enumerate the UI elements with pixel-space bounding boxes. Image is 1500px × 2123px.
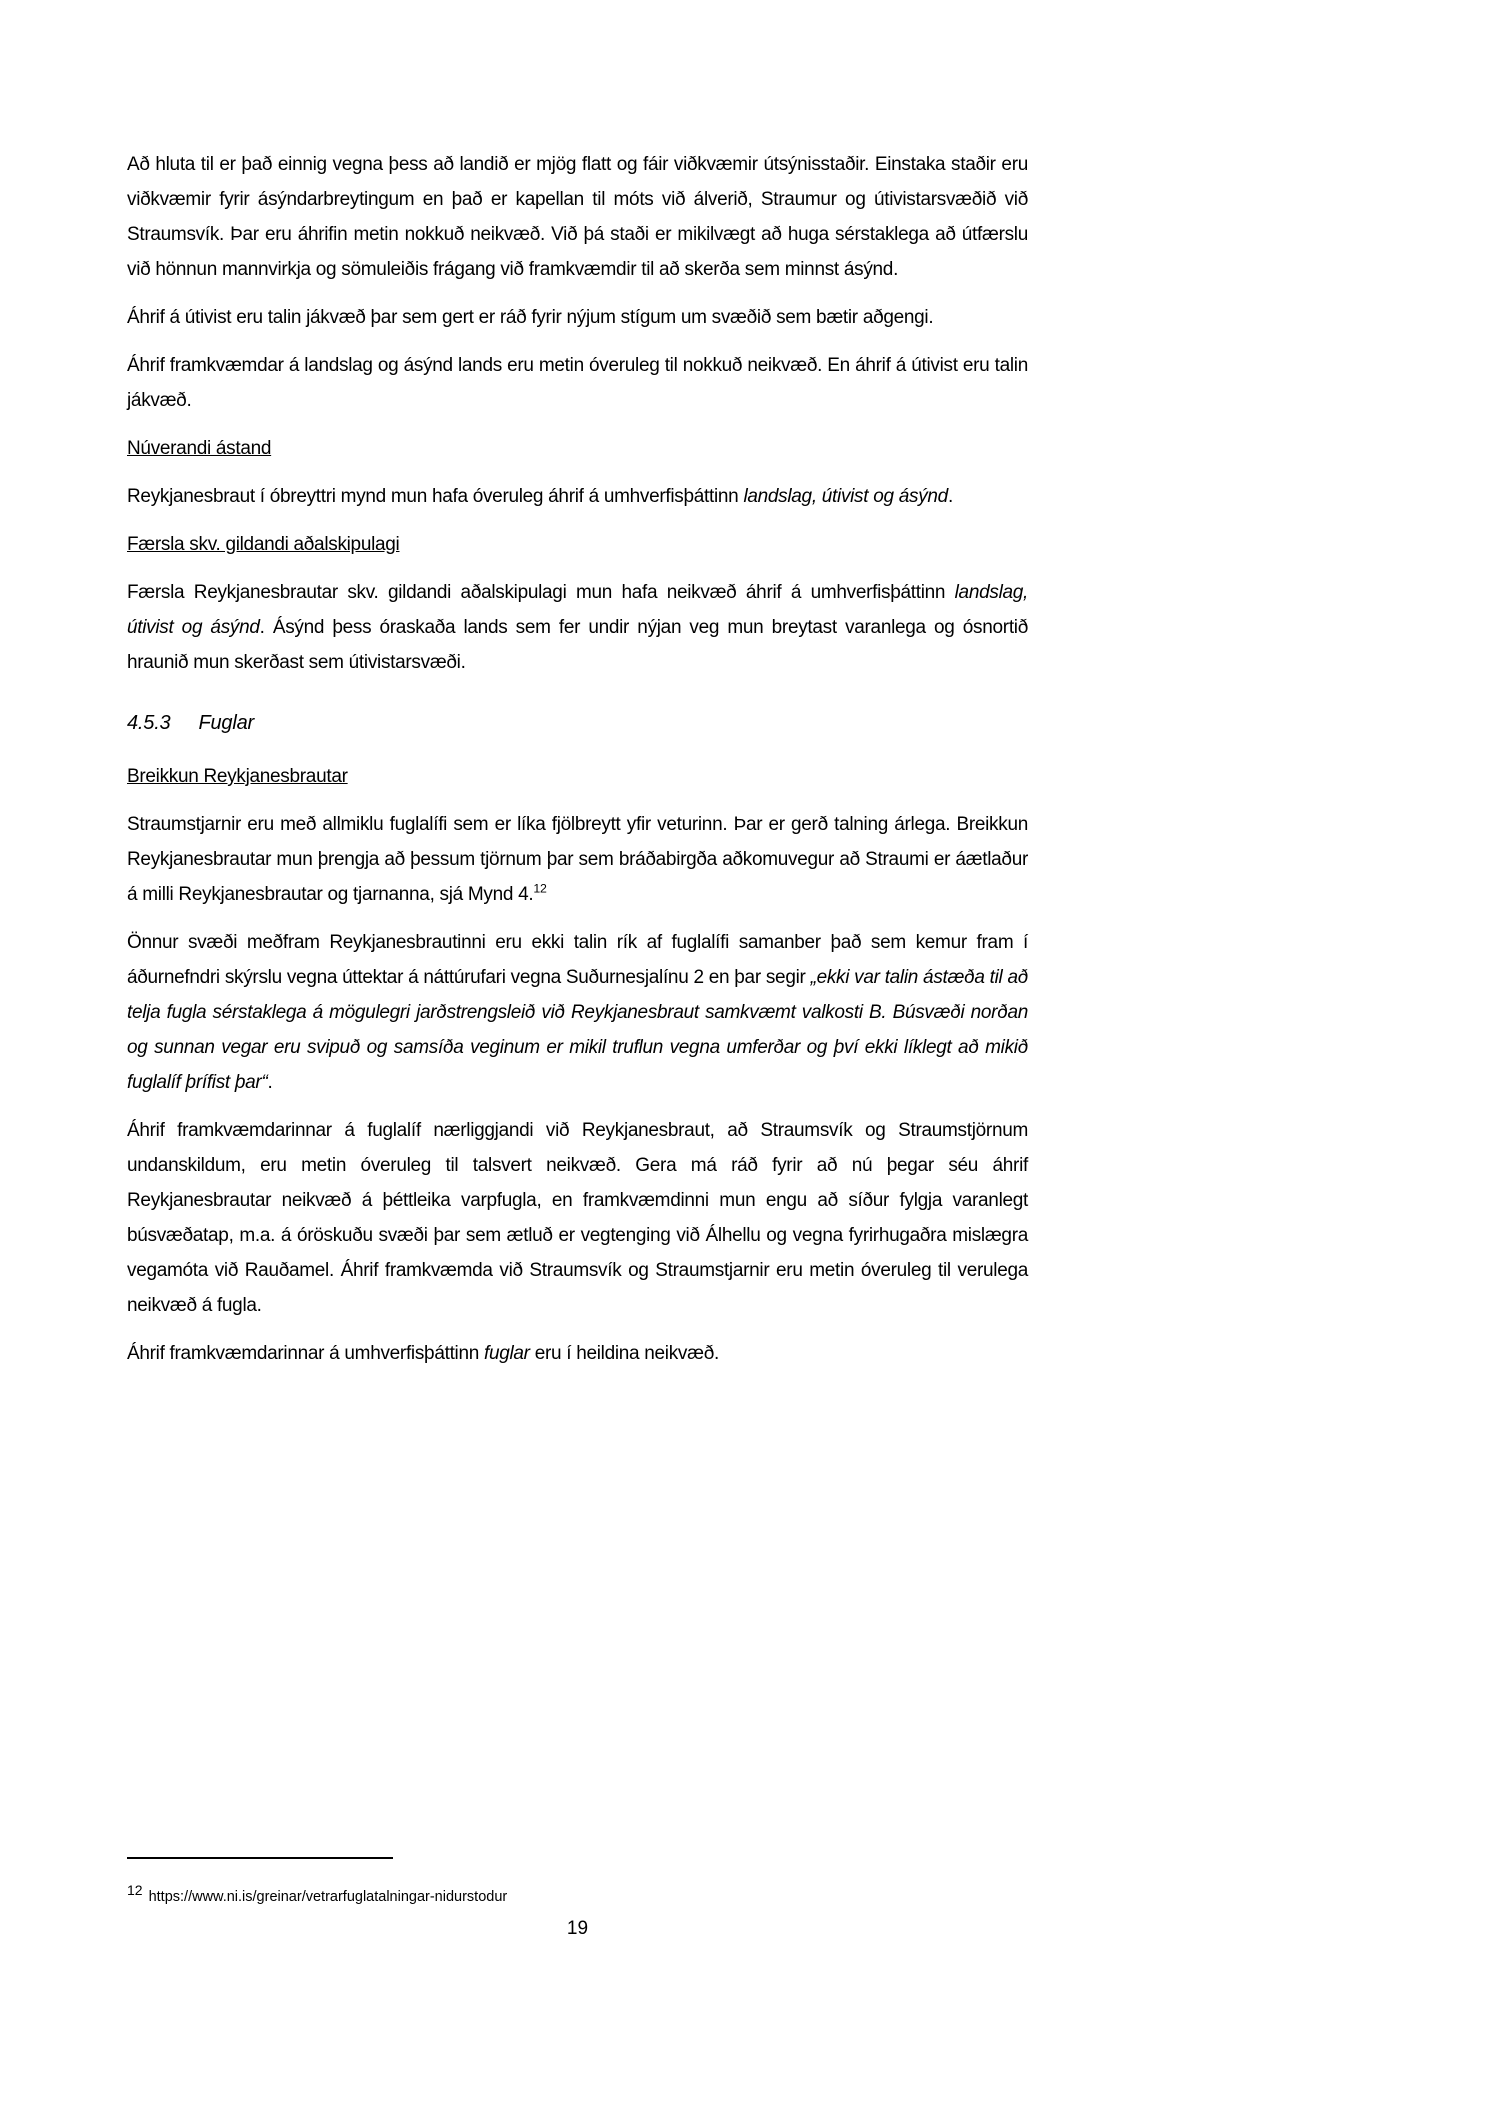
text-run: Áhrif á útivist eru talin jákvæð þar sem gert er ráð fyrir nýjum stígum um svæðið sem bætir aðgengi. [127, 307, 934, 328]
paragraph-ahrif-fuglalif [127, 1113, 1028, 1323]
italic-text-run: „ekki var talin ástæða til að telja fugla sérstaklega á mögulegri jarðstrengsleið við Reykjanesbraut samkvæmt valkosti B. Búsvæði norðan og sunnan vegar eru svipuð og samsíða veginum er mikil truflun vegna umferðar og því ekki líklegt að mikið fuglalíf þrífist þar“ [127, 967, 1028, 1093]
italic-text-run: fuglar [483, 1343, 530, 1364]
heading-faersla-adalskipulag [127, 527, 1028, 562]
paragraph-onnur-svaedi [127, 925, 1028, 1100]
paragraph-faersla-ahrif [127, 575, 1028, 680]
section-heading-fuglar [127, 706, 1028, 741]
text-run: Önnur svæði meðfram Reykjanesbrautinni eru ekki talin rík af fuglalífi samanber það sem kemur fram í áðurnefndri skýrslu vegna úttektar á náttúrufari vegna Suðurnesjalínu 2 en þar segir [127, 932, 1028, 988]
page-number: 19 [566, 1918, 589, 1939]
footnote-marker: 12 [127, 1882, 143, 1899]
text-run: Færsla skv. gildandi aðalskipulagi [127, 534, 400, 555]
text-run: Að hluta til er það einnig vegna þess að landið er mjög flatt og fáir viðkvæmir útsýnisstaðir. Einstaka staðir eru viðkvæmir fyrir ásýndarbreytingum en það er kapellan til móts við álverið, Straumur og útivistarsvæðið við Straumsvík. Þar eru áhrifin metin nokkuð neikvæð. Við þá staði er mikilvægt að huga sérstaklega að útfærslu við hönnun mannvirkja og sömuleiðis frágang við framkvæmdir til að skerða sem minnst ásýnd. [127, 154, 1028, 280]
footnote [127, 1882, 1028, 1908]
paragraph-reykjanesbraut-obreytt [127, 479, 1028, 514]
document-body [127, 147, 1028, 1384]
text-run: Áhrif framkvæmdar á landslag og ásýnd lands eru metin óveruleg til nokkuð neikvæð. En áhrif á útivist eru talin jákvæð. [127, 355, 1028, 411]
italic-text-run: landslag, útivist og ásýnd [743, 486, 948, 507]
text-run: . [267, 1072, 273, 1093]
paragraph-ahrif-framkvaemdar [127, 348, 1028, 418]
paragraph-ahrif-utivist [127, 300, 1028, 335]
text-run: Færsla Reykjanesbrautar skv. gildandi aðalskipulagi mun hafa neikvæð áhrif á umhverfisþáttinn [127, 582, 955, 603]
text-run: Straumstjarnir eru með allmiklu fuglalífi sem er líka fjölbreytt yfir veturinn. Þar er gerð talning árlega. Breikkun Reykjanesbrautar mun þrengja að þessum tjörnum þar sem bráðabirgða aðkomuvegur að Straumi er áætlaður á milli Reykjanesbrautar og tjarnanna, sjá Mynd 4. [127, 814, 1028, 905]
heading-nuverandi-astand [127, 431, 1028, 466]
heading-breikkun-reykjanesbrautar [127, 759, 1028, 794]
paragraph-ahrif-heildina [127, 1336, 1028, 1371]
footnote-url[interactable]: https://www.ni.is/greinar/vetrarfuglatalningar-nidurstodur [148, 1889, 508, 1905]
text-run: Áhrif framkvæmdarinnar á fuglalíf nærliggjandi við Reykjanesbraut, að Straumsvík og Straumstjörnum undanskildum, eru metin óveruleg til talsvert neikvæð. Gera má ráð fyrir að nú þegar séu áhrif Reykjanesbrautar neikvæð á þéttleika varpfugla, en framkvæmdinni mun engu að síður fylgja varanlegt búsvæðatap, m.a. á óröskuðu svæði þar sem ætluð er vegtenging við Álhellu og vegna fyrirhugaðra mislægra vegamóta við Rauðamel. Áhrif framkvæmda við Straumsvík og Straumstjarnir eru metin óveruleg til verulega neikvæð á fugla. [127, 1120, 1028, 1316]
text-run: Breikkun Reykjanesbrautar [127, 766, 348, 787]
text-run: Núverandi ástand [127, 438, 272, 459]
text-run: Reykjanesbraut í óbreyttri mynd mun hafa óveruleg áhrif á umhverfisþáttinn [127, 486, 744, 507]
text-run: eru í heildina neikvæð. [529, 1343, 719, 1364]
text-run: . Ásýnd þess óraskaða lands sem fer undir nýjan veg mun breytast varanlega og ósnortið hraunið mun skerðast sem útivistarsvæði. [127, 617, 1028, 673]
section-title: Fuglar [198, 712, 254, 734]
section-number: 4.5.3 [127, 712, 171, 734]
paragraph-landslag-asynd [127, 147, 1028, 287]
footnote-separator [127, 1857, 393, 1859]
italic-text-run: landslag, útivist og ásýnd [127, 582, 1028, 638]
paragraph-straumstjarnir [127, 807, 1028, 912]
text-run: Áhrif framkvæmdarinnar á umhverfisþáttinn [127, 1343, 484, 1364]
text-run: . [947, 486, 953, 507]
superscript-ref: 12 [533, 881, 547, 896]
